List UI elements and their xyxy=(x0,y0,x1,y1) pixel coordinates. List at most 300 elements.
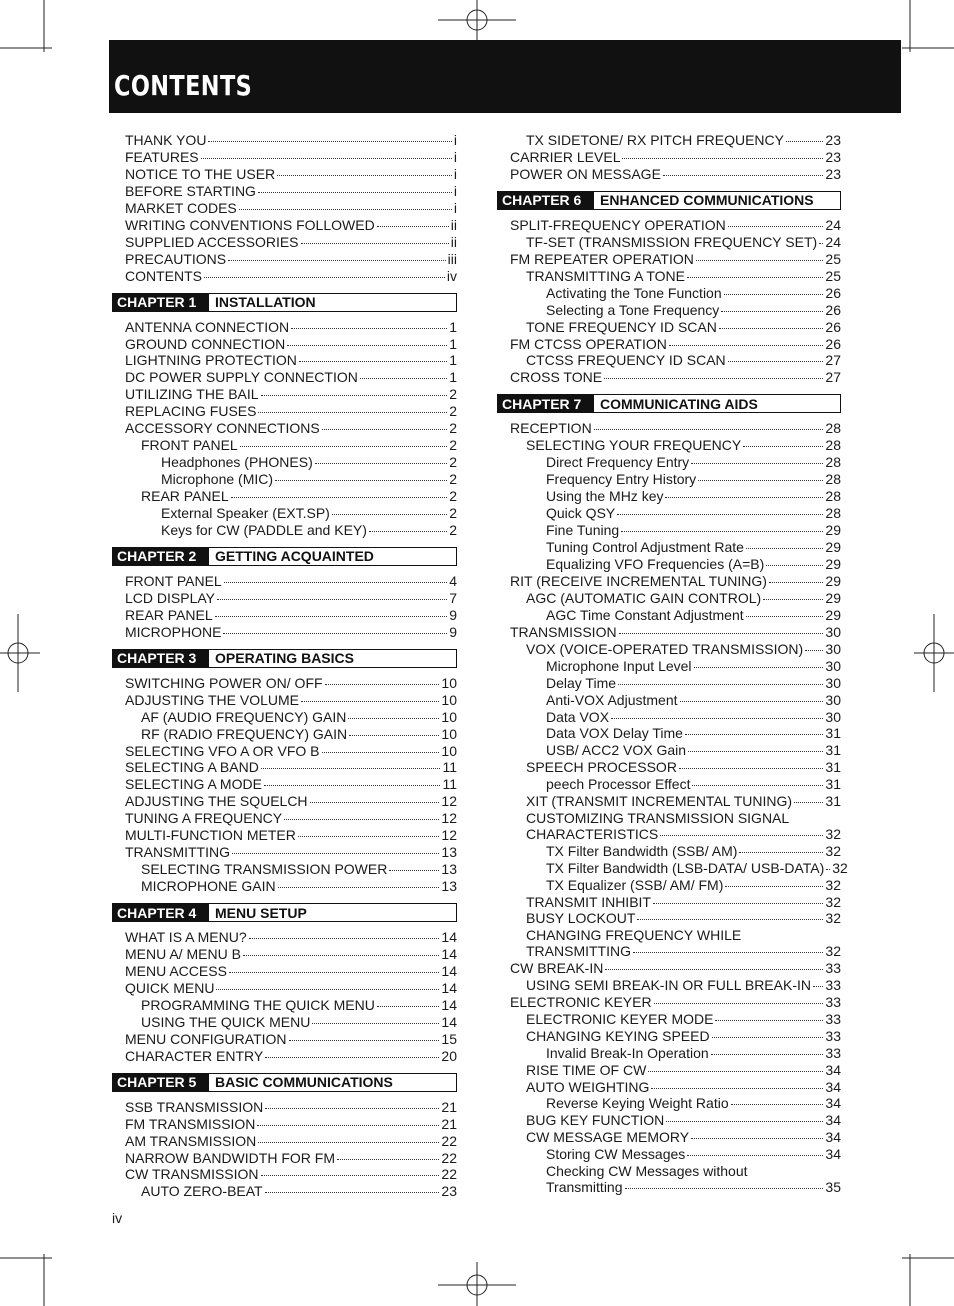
toc-entry[interactable] xyxy=(546,658,841,675)
toc-entry[interactable] xyxy=(125,217,457,234)
dot-leader xyxy=(389,870,439,871)
toc-entry[interactable] xyxy=(141,1014,457,1031)
toc-entry-label: TX Filter Bandwidth (LSB-DATA/ USB-DATA) xyxy=(546,859,825,876)
toc-entry-label: Reverse Keying Weight Ratio xyxy=(546,1095,729,1112)
toc-entry[interactable] xyxy=(526,826,841,843)
dot-leader xyxy=(618,684,823,685)
dot-leader xyxy=(249,938,440,939)
toc-entry[interactable] xyxy=(125,844,457,861)
toc-entry-page: 22 xyxy=(441,1132,457,1149)
toc-entry[interactable] xyxy=(546,675,841,692)
toc-entry[interactable] xyxy=(510,166,841,183)
toc-entry-label: SELECTING VFO A OR VFO B xyxy=(125,742,320,759)
toc-entry-label: MICROPHONE GAIN xyxy=(141,878,276,895)
dot-leader xyxy=(258,192,452,193)
toc-entry-page: 2 xyxy=(449,420,457,437)
toc-entry-page: 33 xyxy=(825,1044,841,1061)
toc-entry-page: 2 xyxy=(449,505,457,521)
toc-entry-page: 28 xyxy=(825,505,841,522)
toc-entry[interactable] xyxy=(125,251,457,268)
toc-entry[interactable] xyxy=(141,878,457,895)
toc-entry-page: 12 xyxy=(441,810,457,827)
dot-leader xyxy=(265,1192,440,1193)
toc-entry[interactable] xyxy=(125,929,457,946)
chapter-number: CHAPTER 7 xyxy=(498,395,594,412)
dot-leader xyxy=(746,548,824,549)
toc-entry[interactable] xyxy=(546,877,841,894)
toc-entry[interactable] xyxy=(546,471,841,488)
toc-entry[interactable] xyxy=(546,843,841,860)
toc-entry-label: ANTENNA CONNECTION xyxy=(125,318,290,335)
toc-entry[interactable] xyxy=(125,1133,457,1150)
toc-entry-page: 2 xyxy=(449,521,457,538)
toc-entry[interactable] xyxy=(125,743,457,760)
toc-entry-page: 31 xyxy=(825,742,841,759)
dot-leader xyxy=(651,1088,823,1089)
toc-entry[interactable] xyxy=(526,943,841,960)
toc-entry-page: 26 xyxy=(825,318,841,335)
chapter-heading xyxy=(112,293,457,312)
toc-entry-label: Invalid Break-In Operation xyxy=(546,1044,709,1061)
dot-leader xyxy=(594,429,824,430)
toc-entry-label: AGC Time Constant Adjustment xyxy=(546,606,744,623)
toc-entry[interactable] xyxy=(161,522,457,539)
toc-entry-label: PROGRAMMING THE QUICK MENU xyxy=(141,996,375,1013)
toc-entry[interactable] xyxy=(125,963,457,980)
toc-entry[interactable] xyxy=(510,573,841,590)
toc-entry-page: 34 xyxy=(825,1095,841,1112)
toc-entry[interactable] xyxy=(526,590,841,607)
toc-entry[interactable] xyxy=(526,319,841,336)
dot-leader xyxy=(696,260,824,261)
toc-entry-page: 32 xyxy=(825,825,841,842)
dot-leader xyxy=(692,785,823,786)
toc-entry[interactable] xyxy=(546,607,841,624)
toc-entry[interactable] xyxy=(510,994,841,1011)
dot-leader xyxy=(239,209,452,210)
toc-entry[interactable] xyxy=(161,471,457,488)
toc-entry-label: REAR PANEL xyxy=(125,606,213,623)
toc-entry-label: Activating the Tone Function xyxy=(546,284,722,301)
toc-entry[interactable] xyxy=(526,1112,841,1129)
toc-entry-label: Checking CW Messages without xyxy=(546,1163,748,1180)
dot-leader xyxy=(813,986,823,987)
toc-entry[interactable] xyxy=(526,793,841,810)
toc-entry-page: 10 xyxy=(441,725,457,742)
toc-entry[interactable] xyxy=(526,1028,841,1045)
dot-leader xyxy=(229,972,440,973)
toc-entry-label: BUSY LOCKOUT xyxy=(526,910,636,927)
toc-entry-page: 20 xyxy=(441,1047,457,1064)
toc-entry[interactable] xyxy=(141,726,457,743)
toc-entry-page: 12 xyxy=(441,793,457,810)
toc-entry[interactable] xyxy=(546,859,848,877)
toc-entry[interactable] xyxy=(125,200,457,217)
toc-entry[interactable] xyxy=(546,556,841,573)
toc-entry[interactable] xyxy=(125,1048,457,1065)
dot-leader xyxy=(215,616,448,617)
chapter-number: CHAPTER 4 xyxy=(113,904,209,921)
dot-leader xyxy=(275,480,447,481)
toc-entry[interactable] xyxy=(546,1045,841,1062)
toc-entry[interactable] xyxy=(510,336,841,353)
toc-entry[interactable] xyxy=(526,437,841,454)
toc-entry[interactable] xyxy=(526,1079,841,1096)
toc-entry[interactable] xyxy=(526,910,841,927)
toc-entry-label: AF (AUDIO FREQUENCY) GAIN xyxy=(141,708,347,725)
toc-entry[interactable] xyxy=(125,149,457,166)
toc-entry[interactable] xyxy=(546,1095,841,1112)
dot-leader xyxy=(291,328,447,329)
toc-entry[interactable] xyxy=(141,488,457,505)
toc-entry-label: DC POWER SUPPLY CONNECTION xyxy=(125,369,358,386)
toc-entry[interactable] xyxy=(546,454,841,471)
toc-entry-page: 30 xyxy=(825,674,841,691)
toc-entry[interactable] xyxy=(510,217,841,234)
toc-entry[interactable] xyxy=(125,980,457,997)
chapter-title: ENHANCED COMMUNICATIONS xyxy=(600,192,814,209)
toc-entry-page: 30 xyxy=(825,623,841,640)
toc-entry-label: TRANSMITTING xyxy=(125,844,230,861)
dot-leader xyxy=(611,718,823,719)
dot-leader xyxy=(208,141,451,142)
toc-entry[interactable] xyxy=(546,302,841,319)
toc-entry-label: TF-SET (TRANSMISSION FREQUENCY SET) xyxy=(526,233,818,250)
toc-entry-page: 14 xyxy=(441,946,457,962)
dot-leader xyxy=(201,158,452,159)
toc-entry[interactable] xyxy=(526,352,841,369)
dot-leader xyxy=(232,853,439,854)
toc-entry[interactable] xyxy=(546,692,841,709)
toc-entry-page: 35 xyxy=(825,1178,841,1195)
toc-entry[interactable] xyxy=(510,960,841,977)
toc-entry[interactable] xyxy=(141,437,457,454)
toc-entry[interactable] xyxy=(510,149,841,166)
toc-entry-label: Tuning Control Adjustment Rate xyxy=(546,539,744,555)
dot-leader xyxy=(240,446,447,447)
toc-entry[interactable] xyxy=(125,420,457,437)
toc-entry[interactable] xyxy=(125,132,457,149)
toc-entry-page: 32 xyxy=(825,876,841,893)
chapter-heading xyxy=(112,649,457,668)
toc-entry-label: TRANSMITTING A TONE xyxy=(526,267,685,284)
dot-leader xyxy=(691,1138,823,1139)
toc-entry-label: SELECTING A BAND xyxy=(125,759,259,776)
toc-entry-page: 13 xyxy=(441,861,457,878)
toc-entry-page: 27 xyxy=(825,352,841,369)
toc-entry-label: CARRIER LEVEL xyxy=(510,148,621,165)
toc-entry-page: 33 xyxy=(825,1027,841,1044)
dot-leader xyxy=(719,328,824,329)
toc-entry-page: 29 xyxy=(825,606,841,623)
dot-leader xyxy=(310,802,440,803)
toc-entry-label: AUTO WEIGHTING xyxy=(526,1078,650,1095)
dot-leader xyxy=(637,919,823,920)
toc-entry[interactable] xyxy=(125,1031,457,1048)
chapter-heading xyxy=(497,191,841,210)
toc-entry[interactable] xyxy=(526,132,841,149)
toc-entry-page: 10 xyxy=(441,674,457,691)
toc-entry-label: USING SEMI BREAK-IN OR FULL BREAK-IN xyxy=(526,976,811,993)
toc-entry-label: CUSTOMIZING TRANSMISSION SIGNAL xyxy=(526,810,790,827)
chapter-number: CHAPTER 1 xyxy=(113,294,209,311)
toc-entry-page: 28 xyxy=(825,437,841,454)
chapter-heading xyxy=(112,547,457,566)
toc-entry-page: 33 xyxy=(825,1010,841,1027)
toc-entry[interactable] xyxy=(125,759,457,776)
toc-entry[interactable] xyxy=(125,1099,457,1116)
dot-leader xyxy=(725,886,823,887)
dot-leader xyxy=(687,277,823,278)
toc-entry[interactable] xyxy=(526,1062,841,1079)
toc-entry[interactable] xyxy=(526,268,841,285)
toc-entry-label: ELECTRONIC KEYER MODE xyxy=(526,1010,714,1027)
toc-entry[interactable] xyxy=(141,1183,457,1200)
toc-entry-label: FM TRANSMISSION xyxy=(125,1115,256,1132)
chapter-title: GETTING ACQUAINTED xyxy=(215,548,374,565)
toc-entry-label: USB/ ACC2 VOX Gain xyxy=(546,742,687,759)
toc-entry-label: External Speaker (EXT.SP) xyxy=(161,505,330,521)
dot-leader xyxy=(298,836,440,837)
chapter-title: COMMUNICATING AIDS xyxy=(600,395,758,412)
toc-entry-label: SWITCHING POWER ON/ OFF xyxy=(125,674,323,691)
toc-entry-label: TONE FREQUENCY ID SCAN xyxy=(526,318,717,335)
dot-leader xyxy=(794,802,823,803)
dot-leader xyxy=(805,650,823,651)
dot-leader xyxy=(265,1108,439,1109)
toc-entry-page: 14 xyxy=(441,1013,457,1030)
toc-entry-label: CW TRANSMISSION xyxy=(125,1166,259,1183)
toc-entry-page: 30 xyxy=(825,708,841,725)
toc-entry[interactable] xyxy=(546,1179,841,1196)
toc-entry-page: 1 xyxy=(449,318,457,335)
toc-entry-page: 2 xyxy=(449,386,457,403)
toc-entry-page: 29 xyxy=(825,522,841,539)
toc-entry[interactable] xyxy=(125,810,457,827)
toc-entry-label: SELECTING A MODE xyxy=(125,776,262,793)
toc-entry-label: SELECTING TRANSMISSION POWER xyxy=(141,861,388,878)
toc-entry[interactable] xyxy=(526,759,841,776)
toc-entry-page: 28 xyxy=(825,420,841,437)
toc-entry[interactable] xyxy=(125,1166,457,1183)
toc-entry-label: CHARACTER ENTRY xyxy=(125,1047,264,1064)
toc-entry-page: 1 xyxy=(449,369,457,386)
dot-leader xyxy=(743,446,823,447)
dot-leader xyxy=(377,226,449,227)
dot-leader xyxy=(621,531,823,532)
toc-entry-page: 23 xyxy=(825,132,841,148)
toc-entry-label: TUNING A FREQUENCY xyxy=(125,810,283,827)
toc-entry-label: BUG KEY FUNCTION xyxy=(526,1112,665,1129)
toc-entry-page: 22 xyxy=(441,1166,457,1183)
page-number: iv xyxy=(112,1210,123,1226)
toc-entry-page: 34 xyxy=(825,1061,841,1078)
toc-entry-label: RIT (RECEIVE INCREMENTAL TUNING) xyxy=(510,572,767,589)
toc-entry[interactable] xyxy=(526,641,841,658)
toc-entry-page: 32 xyxy=(825,893,841,910)
toc-entry-page: 13 xyxy=(441,878,457,895)
toc-entry[interactable] xyxy=(510,251,841,268)
toc-entry-page: 2 xyxy=(449,454,457,471)
dot-leader xyxy=(301,243,449,244)
toc-entry[interactable] xyxy=(526,1129,841,1146)
toc-entry[interactable] xyxy=(141,861,457,878)
toc-entry-page: 34 xyxy=(825,1129,841,1146)
toc-entry-label: FEATURES xyxy=(125,148,199,165)
toc-entry[interactable] xyxy=(125,386,457,403)
toc-entry[interactable] xyxy=(125,183,457,200)
dot-leader xyxy=(715,1020,823,1021)
toc-entry-label: VOX (VOICE-OPERATED TRANSMISSION) xyxy=(526,640,804,657)
dot-leader xyxy=(633,952,823,953)
toc-entry-label: Direct Frequency Entry xyxy=(546,454,690,471)
toc-entry-page: 32 xyxy=(825,910,841,927)
dot-leader xyxy=(289,1040,440,1041)
dot-leader xyxy=(377,1006,440,1007)
toc-entry-page: 32 xyxy=(832,859,848,876)
dot-leader xyxy=(265,1057,439,1058)
toc-entry[interactable] xyxy=(125,692,457,709)
toc-entry[interactable] xyxy=(510,369,841,386)
toc-entry[interactable] xyxy=(125,590,457,607)
toc-entry-label: MARKET CODES xyxy=(125,199,237,216)
toc-entry-label: TRANSMIT INHIBIT xyxy=(526,893,651,910)
toc-entry[interactable] xyxy=(125,166,457,183)
toc-entry-label: ACCESSORY CONNECTIONS xyxy=(125,420,320,437)
toc-entry-page: 2 xyxy=(449,488,457,505)
toc-entry-label: ADJUSTING THE VOLUME xyxy=(125,691,299,708)
toc-entry-label: Equalizing VFO Frequencies (A=B) xyxy=(546,555,765,572)
toc-entry[interactable] xyxy=(125,1150,457,1167)
dot-leader xyxy=(261,1175,440,1176)
toc-entry-page: 28 xyxy=(825,471,841,488)
toc-entry[interactable] xyxy=(526,1011,841,1028)
dot-leader xyxy=(287,345,447,346)
toc-entry[interactable] xyxy=(526,234,841,251)
toc-entry[interactable] xyxy=(546,488,841,505)
toc-entry-page: 21 xyxy=(441,1115,457,1132)
toc-entry[interactable] xyxy=(125,776,457,793)
toc-entry-page: 21 xyxy=(441,1098,457,1115)
toc-entry-page: 29 xyxy=(825,555,841,572)
toc-entry[interactable] xyxy=(125,793,457,810)
toc-entry-label: SPEECH PROCESSOR xyxy=(526,759,677,776)
toc-entry[interactable] xyxy=(546,776,841,793)
toc-entry[interactable] xyxy=(125,607,457,624)
dot-leader xyxy=(224,582,447,583)
dot-leader xyxy=(278,887,440,888)
toc-entry-label: MENU CONFIGURATION xyxy=(125,1030,287,1047)
dot-leader xyxy=(360,378,447,379)
toc-entry[interactable] xyxy=(546,1146,841,1163)
toc-entry[interactable] xyxy=(125,403,457,420)
toc-entry-page: 23 xyxy=(825,148,841,165)
toc-entry-page: 32 xyxy=(825,942,841,959)
dot-leader xyxy=(712,1037,824,1038)
toc-entry-label: CROSS TONE xyxy=(510,369,603,386)
toc-entry-label: CHARACTERISTICS xyxy=(526,825,659,842)
toc-entry[interactable] xyxy=(546,522,841,539)
toc-entry[interactable] xyxy=(125,624,457,641)
toc-entry-label: Delay Time xyxy=(546,674,617,691)
toc-entry[interactable] xyxy=(161,505,457,522)
toc-entry-label: TX Equalizer (SSB/ AM/ FM) xyxy=(546,876,724,893)
toc-entry[interactable] xyxy=(546,539,841,556)
toc-entry-label: Data VOX xyxy=(546,708,610,725)
toc-entry-label: SPLIT-FREQUENCY OPERATION xyxy=(510,216,726,233)
toc-entry[interactable] xyxy=(125,352,457,369)
toc-entry-page: 10 xyxy=(441,742,457,759)
dot-leader xyxy=(746,616,824,617)
dot-leader xyxy=(223,633,447,634)
dot-leader xyxy=(337,1159,439,1160)
chapter-number: CHAPTER 5 xyxy=(113,1074,209,1091)
toc-entry-label: SELECTING YOUR FREQUENCY xyxy=(526,437,742,454)
toc-entry[interactable] xyxy=(125,946,457,963)
toc-entry[interactable] xyxy=(125,675,457,692)
toc-entry[interactable] xyxy=(161,454,457,471)
toc-entry[interactable] xyxy=(125,573,457,590)
toc-entry[interactable] xyxy=(546,285,841,302)
dot-leader xyxy=(688,751,823,752)
toc-entry[interactable] xyxy=(125,1116,457,1133)
toc-entry-label: POWER ON MESSAGE xyxy=(510,165,661,182)
toc-entry-page: 11 xyxy=(442,759,457,776)
toc-entry-label: Using the MHz key xyxy=(546,488,664,505)
toc-entry-label: GROUND CONNECTION xyxy=(125,335,286,352)
toc-entry-label: LIGHTNING PROTECTION xyxy=(125,352,297,369)
toc-entry-page: 13 xyxy=(441,844,457,861)
toc-entry-label: MENU A/ MENU B xyxy=(125,946,241,962)
toc-entry-label: CHANGING KEYING SPEED xyxy=(526,1027,710,1044)
toc-entry-page: 10 xyxy=(441,691,457,708)
toc-entry[interactable] xyxy=(125,268,457,285)
toc-entry[interactable] xyxy=(510,624,841,641)
toc-entry-page: 2 xyxy=(449,471,457,488)
toc-entry-page: 32 xyxy=(825,842,841,859)
dot-leader xyxy=(654,1003,824,1004)
dot-leader xyxy=(665,497,823,498)
dot-leader xyxy=(669,345,824,346)
dot-leader xyxy=(301,701,439,702)
dot-leader xyxy=(325,684,440,685)
toc-entry-label: CONTENTS xyxy=(125,267,202,284)
toc-entry[interactable] xyxy=(510,420,841,437)
toc-entry[interactable] xyxy=(546,505,841,522)
toc-entry[interactable] xyxy=(526,894,841,911)
toc-entry[interactable] xyxy=(526,977,841,994)
dot-leader xyxy=(769,582,823,583)
toc-entry[interactable] xyxy=(125,369,457,386)
toc-entry[interactable] xyxy=(546,709,841,726)
chapter-number: CHAPTER 2 xyxy=(113,548,209,565)
toc-entry-label: FM CTCSS OPERATION xyxy=(510,335,667,352)
dot-leader xyxy=(728,226,824,227)
toc-entry[interactable] xyxy=(125,336,457,353)
toc-entry[interactable] xyxy=(141,709,457,726)
toc-entry[interactable] xyxy=(125,319,457,336)
toc-entry[interactable] xyxy=(546,725,841,742)
toc-entry-label: Frequency Entry History xyxy=(546,471,697,488)
dot-leader xyxy=(826,869,830,870)
toc-entry[interactable] xyxy=(125,234,457,251)
dot-leader xyxy=(625,1188,824,1189)
toc-entry[interactable] xyxy=(125,827,457,844)
toc-entry[interactable] xyxy=(546,742,841,759)
dot-leader xyxy=(622,158,823,159)
toc-entry[interactable] xyxy=(141,997,457,1014)
toc-entry-page: 7 xyxy=(449,589,457,606)
